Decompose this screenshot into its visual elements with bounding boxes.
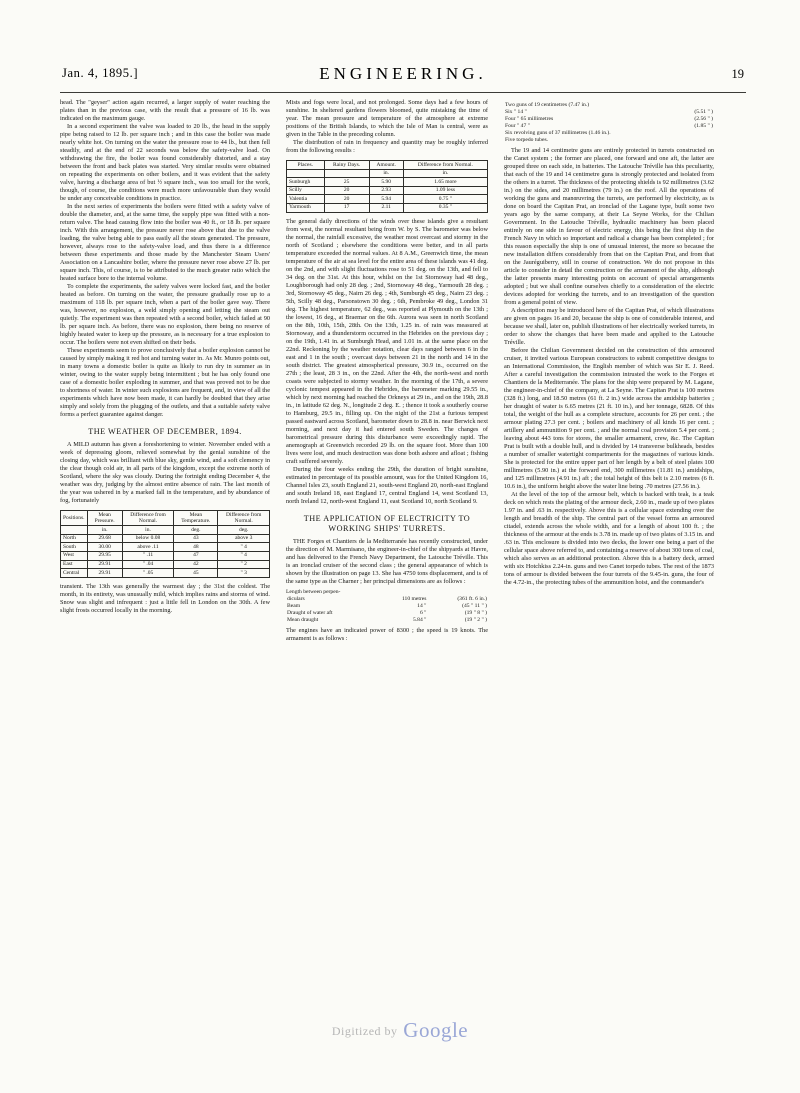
table-header: Mean Pressure.	[87, 511, 122, 526]
armament-label: Five torpedo tubes.	[505, 137, 549, 143]
table-row	[287, 178, 488, 187]
armament-row	[504, 102, 714, 109]
paragraph: The distribution of rain in frequency and quantity may be roughly inferred from the following results :	[286, 139, 488, 154]
table-cell: 42	[174, 560, 218, 569]
table-cell: 29.95	[87, 551, 122, 560]
table-cell: South	[61, 543, 88, 552]
armament-row	[504, 116, 714, 123]
table-cell: 2.11	[369, 203, 403, 212]
weather-pressure-table	[60, 510, 270, 578]
rainfall-table-wrap	[286, 160, 488, 213]
paragraph: A MILD autumn has given a foreshortening to winter. November ended with a week of depressing gloom, relieved somewhat by the genial sunshine of the closing day, which was brilliant with blue sky, gentle wind, and a soft clemency in the clear though cold air, in all parts of the kingdom, except the extreme north of Scotland, where the sky was cloudy. During the fortnight ending December 4, the weather was dry, judging by the almost entire absence of rain. The last month of the year was ushered in by a marked fall in the temperature, and by abundance of fog, fortunately	[60, 441, 270, 504]
paragraph: These experiments seem to prove conclusively that a boiler explosion cannot be caused by simply making it red hot and turning water in. As Mr. Munro points out, in many towns a domestic boiler is quite as likely to run dry in summer as in winter, owing to the water supply being intermittent ; but he has only found one case of a domestic boiler exploding in summer, and that was proved not to be due to shortness of water. In winter such explosions are frequent, and, in view of all the experiments which have now been made, it can hardly be doubted that they arise simply and solely from the plugging of the outlets, and that a suitable safety valve forms a perfect guarantee against danger.	[60, 347, 270, 418]
paragraph: To complete the experiments, the safety valves were locked fast, and the boiler heated as before. On turning on the water, the pressure gradually rose up to a maximum of 118 lb. per square inch, when a part of the boiler gave way. There was, however, no explosion, a weld simply opening and letting the steam out quietly. The experiment was then repeated with a second boiler, which failed at 90 lb. per square inch. As before, there was no explosion, there being no reserve of highly heated water to keep up the pressure, as is necessary for a true explosion to occur. The boilers were not even shifted on their beds.	[60, 283, 270, 346]
armament-row	[504, 130, 714, 137]
table-cell: " 3	[218, 569, 270, 578]
table-cell: " .05	[122, 569, 174, 578]
armament-list	[504, 102, 714, 144]
page-number: 19	[731, 67, 744, 81]
paragraph: In the next series of experiments the boilers were fitted with a safety valve of double the diameter, and, at the same time, the supply pipe was fitted with a non-return valve. The head causing flow into the boiler was 40 ft., or 18 lb. per square inch. With this arrangement, the pressure never rose above that due to the valve loading, the valve being able to pass easily all the steam generated. The pressure, however, always rose to the safety-valve load, and thus there is a difference between these experiments and those made by the Manchester Steam Users' Association on a Lancashire boiler, where the pressure never rose above 27 lb. per square inch. This, of course, is to be attributed to the much greater ratio which the heated surface bore to the internal volume.	[60, 203, 270, 282]
section-heading-electricity-turrets: THE APPLICATION OF ELECTRICITY TO WORKING SHIPS' TURRETS.	[303, 513, 471, 533]
armament-label: Six revolving guns of 37 millimetres (1.46 in.).	[505, 130, 611, 136]
table-cell: below 0.08	[122, 534, 174, 543]
paragraph: In a second experiment the valve was loaded to 20 lb., the head in the supply pipe being raised to 12 lb. per square inch ; and in this case the boiler was made nearly white hot. On turning on the water the pressure rose to 44 lb., but then fell steadily, and at the end of 22 seconds was below the safety-valve load. On withdrawing the fire, the boiler was found considerably distorted, and a stay between the front and back plates was started. Very similar results were obtained on repeating the experiments on other boilers, and it was evident that the safety valve, having a discharge area of but ½ square inch., was too small for the work, though, of course, the conditions were much more unfavourable than they would be under any conceivable conditions in practice.	[60, 123, 270, 202]
table-cell: " .11	[122, 551, 174, 560]
armament-label: Four " 47 "	[505, 123, 530, 129]
armament-label: Six " 14 "	[505, 109, 527, 115]
watermark-brand: Google	[403, 1018, 469, 1042]
armament-label: Four " 65 millimetres	[505, 116, 554, 122]
dimension-label: Draught of water aft	[287, 609, 333, 616]
table-cell: 29.68	[87, 534, 122, 543]
table-cell: Scilly	[287, 186, 325, 195]
table-cell: Valentia	[287, 195, 325, 204]
column-three	[496, 99, 714, 643]
dimension-label: Beam	[287, 602, 301, 609]
running-head	[60, 62, 746, 93]
table-header: Rainy Days.	[324, 161, 369, 170]
dimension-imperial: (45 " 11 " )	[462, 602, 487, 609]
table-cell: " .04	[122, 560, 174, 569]
table-unit-cell: deg.	[174, 526, 218, 535]
armament-row	[504, 123, 714, 130]
table-row	[287, 195, 488, 204]
paragraph: A description may be introduced here of the Capitan Prat, of which illustrations are given on pages 16 and 20, because the ship is one of considerable interest, and because we shall, later on, publish illustrations of her electrically worked turrets, in order to show the changes that have been made and applied to the Latouche Tréville.	[504, 307, 714, 346]
armament-label: Two guns of 19 centimetres (7.47 in.)	[505, 102, 590, 108]
dimension-metric: 5.84 "	[412, 616, 427, 623]
table-cell: 2.93	[369, 186, 403, 195]
table-unit-cell: in.	[122, 526, 174, 535]
paragraph: The general daily directions of the winds over these islands give a resultant from west, the normal resultant being from W. by S. The barometer was below the normal, the rainfall excessive, the weather most overcast and stormy in the north of Scotland ; elsewhere the conditions were better, and in all parts temperature exceeded the normal values. At 8 A.M., Greenwich time, the mean temperature of the air at sea level for the entire area of these islands was 41 deg. on the 2nd, and with slight fluctuations rose to 51 deg. on the 13th, and fell to 34 deg. on the 31st. At this hour, whilst on the 1st Stornoway had 48 deg., Loughborough had only 28 deg. ; 2nd, Stornoway 48 deg., Yarmouth 28 deg. ; 3rd, Stornoway 45 deg., Nairn 26 deg. ; 4th, Sumburgh 45 deg., Nairn 23 deg. ; 5th, Scilly 48 deg., Parsonstown 30 deg. ; 6th, Pembroke 49 deg., London 31 deg. The highest temperature, 62 deg., was reported at Plymouth on the 13th ; the lowest, 16 deg., at Braemar on the 6th. Aurora was seen in north Scotland on the 8th, 10th, 15th, 28th. On the 13th, 1.25 in. of rain was measured at Stornoway, and a thunderstorm occurred in the Hebrides on the previous day ; on the 19th, 1.41 in. at Sumburgh Head, and 1.01 in. at the same place on the 22nd. Reckoning by the weather notation, clear days ranged between 6 in the east and 1 in the south ; overcast days between 21 in the north and 14 in the south district. The greatest atmospherical pressure, 30.9 in., occurred on the 27th ; the least, 28 3 in., on the 22nd. After the 4th, the north-west and north coasts were subjected to stormy weather. In the morning of the 17th, a severe cyclonic tempest appeared in the Hebrides, the barometer marking 29.55 in., which by next morning had reached the Orkneys at 29 in., and on the 19th, 28.8 in., in latitude 62 deg. N., longitude 2 deg. E. ; thence it took a southerly course to Hamburg, 29.5 in., filling up. On the night of the 21st a furious tempest passed eastward across Scotland, barometer down to 28.8 in. near Berwick next morning, and next day it had entered south Sweden. The changes of barometrical pressure during this disturbance were exceedingly rapid. The anemograph at Greenwich recorded 29 lb. on the square foot. More than 100 lives were lost, and much destruction was done both ashore and afloat ; fishing craft suffered severely.	[286, 217, 488, 465]
table-row	[61, 569, 270, 578]
rainfall-table	[286, 160, 488, 213]
table-row	[61, 551, 270, 560]
table-row	[61, 543, 270, 552]
table-unit-cell	[287, 169, 325, 178]
dimension-row	[286, 610, 488, 617]
dimension-label: Mean draught	[287, 616, 319, 623]
table-row	[287, 186, 488, 195]
table-cell: 47	[174, 551, 218, 560]
armament-value	[680, 130, 714, 137]
table-cell: East	[61, 560, 88, 569]
three-column-body	[60, 99, 746, 643]
armament-row	[504, 137, 714, 144]
armament-value: (1.85 " )	[694, 123, 713, 129]
dimension-row	[286, 617, 488, 624]
table-cell: 48	[174, 543, 218, 552]
paragraph: THE Forges et Chantiers de la Mediterranée has recently constructed, under the direction of M. Marmisano, the engineer-in-chief of the shipyards at Havre, and has delivered to the French Navy Department, the Latouche Tréville. This is an ironclad cruiser of the second class ; the general appearance of which is shown by the illustration on page 13. She has 4750 tons displacement, and is of the same type as the Charner ; her principal dimensions are as follows :	[286, 537, 488, 585]
table-header: Difference from Normal.	[403, 161, 487, 170]
dimensions-title: Length between perpen-	[286, 588, 341, 595]
table-unit-cell	[61, 526, 88, 535]
table-cell: 20	[324, 195, 369, 204]
table-row	[61, 560, 270, 569]
table-cell: 29.91	[87, 560, 122, 569]
table-row	[287, 203, 488, 212]
table-header: Difference from Normal.	[218, 511, 270, 526]
table-cell: 43	[174, 534, 218, 543]
table-cell: West	[61, 551, 88, 560]
table-cell: " 2	[218, 560, 270, 569]
dimensions-block	[286, 589, 488, 624]
table-header: Difference from Normal.	[122, 511, 174, 526]
table-cell: " 4	[218, 551, 270, 560]
armament-value	[680, 137, 714, 144]
dimension-metric: 6 "	[419, 609, 427, 616]
dimension-metric: 110 metres	[401, 595, 427, 602]
table-unit-cell: deg.	[218, 526, 270, 535]
paragraph: The 19 and 14 centimetre guns are entirely protected in turrets constructed on the Canet system ; the former are placed, one forward and one aft, the latter are grouped three on each side, in batteries. The Latouche Tréville has this peculiarity, that each of the 19 and 14 centimetre guns is strongly protected and isolated from the others in a turret. The thickness of the protecting shields is 92 millimetres (3.62 in.) on the sides, and 20 millimetres (79 in.) on the roof. All the operations of working the guns and manœuvring the turrets, are performed by electricity, as is done on board the Capitan Prat, an ironclad of the Lagane type, built some two years ago by the same company, at their La Seyne Works, for the Chilian Government. In the Latouche Tréville, hydraulic machinery has been placed entirely on one side in favour of electric energy, this being the first ship in the French Navy in which so important and radical a change has been completed ; for this reason especially the ship is one of unusual interest, the more so because the new installation differs considerably from that on the Capitan Prat, and from that on the Jauréguiberry, still in course of construction. We do not propose in this article to consider in detail the construction or the armament of the ship, although the latter presents many interesting points on account of special arrangements adopted ; but we shall confine ourselves chiefly to a consideration of the electric devices adopted for working the turrets, and to an investigation of the question from a general point of view.	[504, 147, 714, 306]
table-cell: 30.00	[87, 543, 122, 552]
dimension-imperial: (19 " 2 " )	[464, 616, 487, 623]
table-cell: 0.75 "	[403, 195, 487, 204]
dimension-imperial: (19 " 8 " )	[464, 609, 487, 616]
table-row	[61, 534, 270, 543]
paragraph: During the four weeks ending the 29th, the duration of bright sunshine, estimated in percentage of its possible amount, was for the United Kingdom 16, Channel Isles 23, south England 21, south-west England 20, north-east England and south Ireland 18, east England 17, central England 14, west Scotland 13, north Ireland 12, north-west England 11, east Scotland 10, north Scotland 9.	[286, 465, 488, 505]
armament-value	[680, 102, 714, 109]
table-header: Amount.	[369, 161, 403, 170]
column-two	[278, 99, 496, 643]
weather-pressure-table-wrap	[60, 510, 270, 578]
paragraph: Mists and fogs were local, and not prolonged. Some days had a few hours of sunshine. In sheltered gardens flowers bloomed, quite mistaking the time of year. The mean pressure and temperature of the atmosphere at extreme positions of the British Islands, to which the Isle of Man is central, were as given in the Table in the preceding column.	[286, 99, 488, 138]
table-cell: above .11	[122, 543, 174, 552]
table-cell: 5.90	[369, 178, 403, 187]
dimension-label: diculars	[287, 595, 305, 602]
table-cell: 1.09 less	[403, 186, 487, 195]
dimension-metric: 14 "	[417, 602, 427, 609]
table-cell: Yarmouth	[287, 203, 325, 212]
table-unit-cell: in.	[87, 526, 122, 535]
table-cell: Sunburgh	[287, 178, 325, 187]
table-header: Positions.	[61, 511, 88, 526]
paragraph: At the level of the top of the armour belt, which is backed with teak, is a teak deck on which rests the plating of the armour deck, 2.60 in., made up of two plates 1.97 in. and .63 in. respectively. Above this is a cellular space extending over the length and breadth of the ship. The central part of the vessel forms an armoured citadel, extends across the whole width, and for a length of about 100 ft. ; the thickness of the armour at the ends is 3.78 in. made up of two plates of 3.15 in. and .63 in. This enclosure is divided into two decks, the lower one being a part of the cellular space above referred to, and containing a reserve of about 300 tons of coal, which also serves as an additional protection. Above this is a battery deck, armed with six Hotchkiss 2.24-in. guns and two Canet torpedo tubes. The rest of the 1873 tons of armour is divided between the four turrets of the 9.45-in. guns, the four of the 4.72-in., the protecting tubes of the ammunition hoist, and the commander's	[504, 491, 714, 586]
table-cell: 20	[324, 186, 369, 195]
table-cell: 1.65 more	[403, 178, 487, 187]
page-sheet	[60, 62, 746, 962]
dimension-row	[286, 603, 488, 610]
column-one	[60, 99, 278, 643]
table-unit-cell	[324, 169, 369, 178]
issue-date: Jan. 4, 1895.]	[62, 66, 139, 80]
table-cell: 5.94	[369, 195, 403, 204]
table-cell: 17	[324, 203, 369, 212]
table-cell: 29.91	[87, 569, 122, 578]
dimension-imperial: (361 ft. 6 in.)	[457, 595, 487, 602]
table-header: Mean Temperature.	[174, 511, 218, 526]
table-cell: North	[61, 534, 88, 543]
paragraph: Before the Chilian Government decided on the construction of this armoured cruiser, it invited various European constructors to submit competitive designs to an International Commission, the English member of which was Sir E. J. Reed. After a careful investigation the commission intrusted the work to the Forges et Chantiers de la Mediterranée. The plans for the ship were prepared by M. Lagane, the engineer-in-chief of the company, at La Seyne. The Capitan Prat is 100 metres (328 ft.) long, and 18.50 metres (61 ft. 2 in.) wide across the amidship batteries ; her draught of water is 6.65 metres (21 ft. 10 in.), and her tonnage, 6828. Of this total, the weight of the hull as a complete structure, accounts for 26 per cent. ; the armour plating 27.3 per cent. ; boilers and machinery of all kinds 16 per cent. ; artillery and ammunition 9 per cent. ; and the normal coal provision 5.4 per cent. ; leaving about 443 tons for stores, the smaller armament, crew, &c. The Capitan Prat is built with a double hull, and is divided by 14 transverse bulkheads, besides a number of smaller watertight compartments for the magazines of various kinds. She is protected for the entire upper part of her length by a belt of steel plates 100 millimetres (5.90 in.) at the forward end, 300 millimetres (11.81 in.) amidships, and 125 millimetres (4.91 in.) aft ; the total height of this belt is 2.10 metres (6 ft. 10.6 in.), the uniform height above the water line being .70 metres (27.56 in.).	[504, 347, 714, 490]
section-heading-weather: THE WEATHER OF DECEMBER, 1894.	[88, 427, 242, 436]
dimension-row	[286, 596, 488, 603]
armament-value: (2.56 " )	[694, 116, 713, 122]
table-cell: above 3	[218, 534, 270, 543]
paragraph: transient. The 13th was generally the warmest day ; the 31st the coldest. The month, in its entirety, was unusually mild, which implies rains and storms of wind. Snow was slight and infrequent : just a little fell in London on the 30th. A few slight frosts occurred locally in the morning.	[60, 582, 270, 614]
table-cell: 0.35 "	[403, 203, 487, 212]
watermark-prefix: Digitized by	[331, 1024, 398, 1038]
table-cell: " 4	[218, 543, 270, 552]
table-unit-cell: in.	[369, 169, 403, 178]
table-cell: Central	[61, 569, 88, 578]
publication-title: ENGINEERING.	[319, 64, 487, 83]
table-unit-cell: in.	[403, 169, 487, 178]
table-cell: 45	[174, 569, 218, 578]
armament-row	[504, 109, 714, 116]
paragraph: The engines have an indicated power of 8300 ; the speed is 19 knots. The armament is as follows :	[286, 626, 488, 642]
digitized-watermark	[0, 1018, 800, 1043]
table-header: Places.	[287, 161, 325, 170]
paragraph: head. The "geyser" action again recurred, a larger supply of water reaching the plates than in the previous case, with the result that a pressure of 16 lb. was indicated on the maximum gauge.	[60, 99, 270, 122]
table-cell: 25	[324, 178, 369, 187]
armament-value: (5.51 " )	[694, 109, 713, 115]
